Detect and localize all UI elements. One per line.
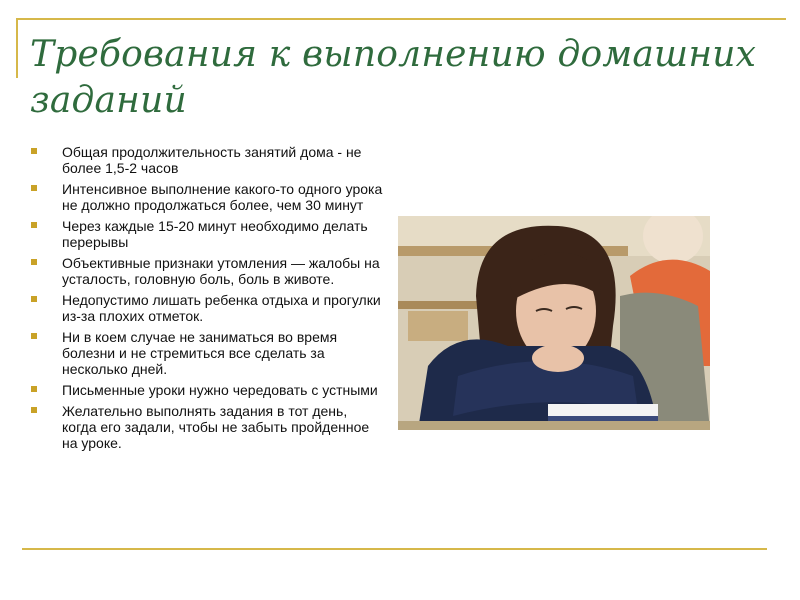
bullet-square-icon (31, 222, 37, 228)
frame-top-line (16, 18, 786, 20)
bullet-text: Объективные признаки утомления — жалобы на усталость, головную боль, боль в животе. (62, 255, 380, 287)
bullet-square-icon (31, 407, 37, 413)
bullet-item (30, 403, 385, 451)
bullet-square-icon (31, 386, 37, 392)
bullet-text: Ни в коем случае не заниматься во время болезни и не стремиться все сделать за несколько дней. (62, 329, 338, 377)
bullet-list (30, 144, 385, 456)
bullet-square-icon (31, 296, 37, 302)
frame-bottom-line (22, 548, 767, 550)
bullet-item (30, 181, 385, 213)
bullet-text: Желательно выполнять задания в тот день, когда его задали, чтобы не забыть пройденное на уроке. (62, 403, 370, 451)
bullet-square-icon (31, 259, 37, 265)
bullet-text: Общая продолжительность занятий дома - не более 1,5-2 часов (62, 144, 362, 176)
bullet-text: Через каждые 15-20 минут необходимо делать перерывы (62, 218, 368, 250)
bullet-item (30, 255, 385, 287)
bullet-text: Письменные уроки нужно чередовать с устными (62, 382, 378, 398)
frame-left-line (16, 18, 18, 78)
bullet-square-icon (31, 185, 37, 191)
bullet-item (30, 292, 385, 324)
bullet-item (30, 382, 385, 398)
bullet-text: Интенсивное выполнение какого-то одного урока не должно продолжаться более, чем 30 минут (62, 181, 383, 213)
bullet-square-icon (31, 333, 37, 339)
bullet-text: Недопустимо лишать ребенка отдыха и прогулки из-за плохих отметок. (62, 292, 381, 324)
bullet-square-icon (31, 148, 37, 154)
bullet-item (30, 144, 385, 176)
bullet-item (30, 329, 385, 377)
slide-title: Требования к выполнению домашних заданий (30, 34, 757, 121)
bullet-item (30, 218, 385, 250)
tired-student-photo (398, 216, 710, 430)
